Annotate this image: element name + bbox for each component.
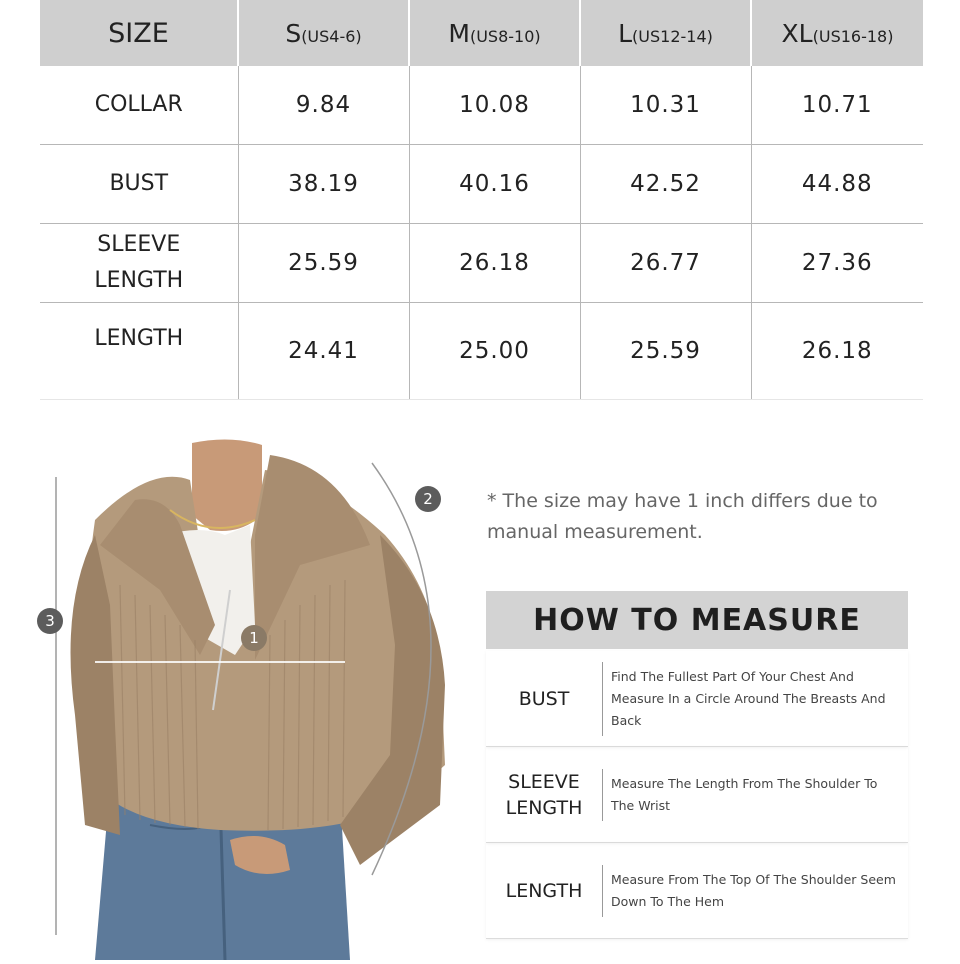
table-cell: 10.08 (409, 66, 580, 145)
how-to-measure-panel (486, 591, 908, 939)
how-to-measure-title: HOW TO MEASURE (486, 591, 908, 649)
table-cell: 25.59 (238, 224, 409, 303)
size-header-label: SIZE (108, 17, 169, 49)
row-label: BUST (40, 145, 238, 224)
size-column-xl (751, 0, 923, 66)
table-cell: 26.18 (409, 224, 580, 303)
size-name: S (285, 18, 302, 48)
table-cell: 10.31 (580, 66, 751, 145)
row-label: LENGTH (40, 303, 238, 400)
size-name: XL (781, 18, 813, 48)
table-cell: 26.77 (580, 224, 751, 303)
measure-row-bust (486, 651, 908, 747)
sleeve-marker: 2 (415, 486, 441, 512)
length-marker: 3 (37, 608, 63, 634)
measure-label-text: SLEEVE LENGTH (505, 770, 583, 819)
size-column-m (409, 0, 580, 66)
size-range: (US8-10) (469, 26, 541, 46)
table-row-length (40, 303, 923, 400)
table-cell: 24.41 (238, 303, 409, 400)
table-cell: 26.18 (751, 303, 923, 400)
table-row-sleeve-length (40, 224, 923, 303)
measure-description: Measure The Length From The Shoulder To The Wrist (602, 769, 908, 821)
size-name: L (618, 18, 633, 48)
table-cell: 42.52 (580, 145, 751, 224)
size-name: M (448, 18, 470, 48)
row-label: COLLAR (40, 66, 238, 145)
sweater-model-photo (0, 425, 480, 960)
table-row-collar (40, 66, 923, 145)
garment-illustration (0, 425, 480, 960)
measure-row-length (486, 843, 908, 939)
table-cell: 10.71 (751, 66, 923, 145)
table-row-bust (40, 145, 923, 224)
table-cell: 9.84 (238, 66, 409, 145)
size-header-cell (40, 0, 238, 66)
measure-description: Measure From The Top Of The Shoulder Seem Down To The Hem (602, 865, 908, 917)
table-cell: 27.36 (751, 224, 923, 303)
row-label-text: SLEEVE LENGTH (94, 232, 184, 293)
measure-label: BUST (518, 687, 570, 710)
size-column-l (580, 0, 751, 66)
bust-marker: 1 (241, 625, 267, 651)
size-chart-table (40, 0, 923, 400)
size-chart-header-row (40, 0, 923, 66)
measure-row-sleeve-length (486, 747, 908, 843)
size-column-s (238, 0, 409, 66)
measure-label (486, 769, 602, 821)
row-label (40, 224, 238, 303)
size-range: (US12-14) (632, 26, 713, 46)
table-cell: 25.00 (409, 303, 580, 400)
table-cell: 40.16 (409, 145, 580, 224)
table-cell: 38.19 (238, 145, 409, 224)
size-range: (US4-6) (301, 26, 362, 46)
table-cell: 44.88 (751, 145, 923, 224)
size-range: (US16-18) (812, 26, 894, 46)
measurement-note: * The size may have 1 inch differs due to manual measurement. (487, 490, 878, 543)
measure-description: Find The Fullest Part Of Your Chest And Measure In a Circle Around The Breasts And Back (602, 662, 908, 736)
measure-label: LENGTH (505, 879, 583, 902)
table-cell: 25.59 (580, 303, 751, 400)
